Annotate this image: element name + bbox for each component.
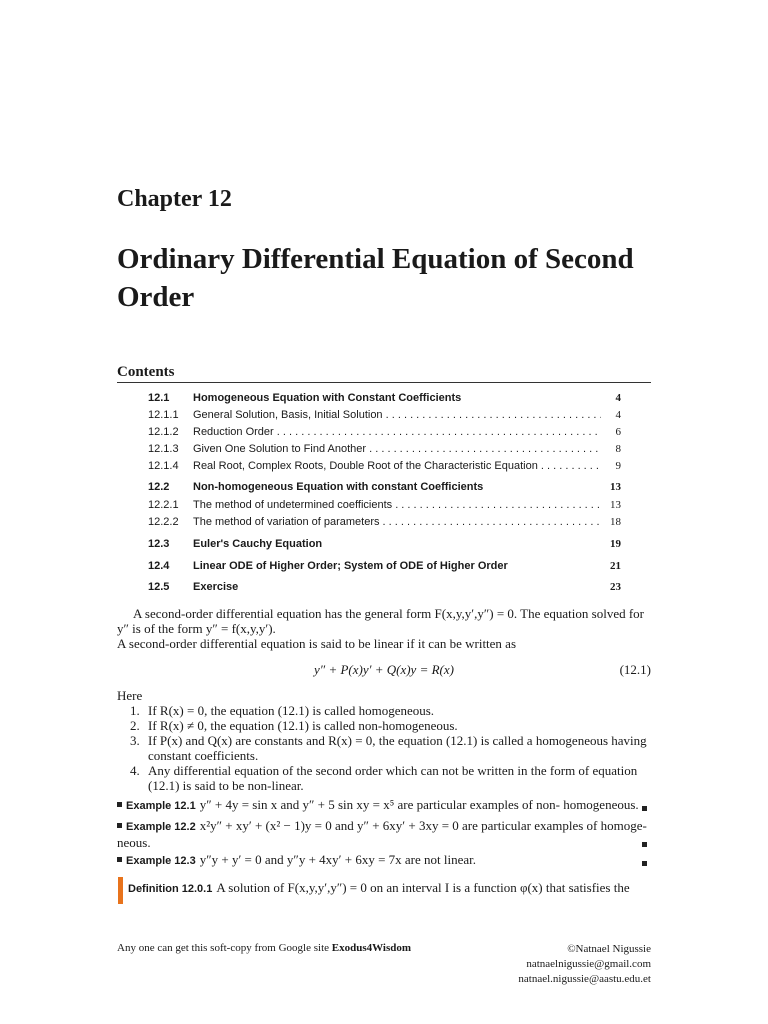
toc-entry[interactable] bbox=[148, 579, 621, 595]
toc-entry-title: Euler's Cauchy Equation bbox=[193, 538, 323, 550]
toc-entry-number: 12.2.1 bbox=[148, 499, 179, 511]
toc-entry-number: 12.5 bbox=[148, 581, 170, 593]
toc-entry-page: 9 bbox=[615, 460, 621, 472]
footer-left bbox=[117, 942, 411, 954]
toc-entry[interactable] bbox=[148, 536, 621, 552]
toc-entry-number: 12.1.1 bbox=[148, 409, 179, 421]
toc-entry-number: 12.1.4 bbox=[148, 460, 179, 472]
square-bullet-icon bbox=[117, 857, 122, 862]
toc-entry[interactable] bbox=[148, 390, 621, 406]
toc-entry-title: The method of undetermined coefficients . . . bbox=[193, 497, 601, 513]
toc-entry[interactable] bbox=[148, 424, 621, 440]
definition-text: A solution of F(x,y,y′,y″) = 0 on an interval I is a function φ(x) that satisfies the bbox=[216, 880, 630, 895]
toc-entry-number: 12.2.2 bbox=[148, 516, 179, 528]
list-item bbox=[130, 733, 651, 763]
end-mark-icon bbox=[642, 842, 647, 847]
list-item-text: If R(x) ≠ 0, the equation (12.1) is called non-homogeneous. bbox=[148, 718, 458, 733]
toc-entry-title: Real Root, Complex Roots, Double Root of the Characteristic Equation . . . bbox=[193, 458, 601, 474]
toc-entry-title: Linear ODE of Higher Order; System of ODE of Higher Order bbox=[193, 560, 508, 572]
toc-entry[interactable] bbox=[148, 479, 621, 495]
example-text: x²y″ + xy′ + (x² − 1)y = 0 and y″ + 6xy′ + 3xy = 0 are particular examples of homoge- neous. bbox=[117, 818, 647, 850]
example-text: y″ + 4y = sin x and y″ + 5 sin xy = x⁵ are particular examples of non- homogeneous. bbox=[199, 797, 639, 812]
example-label: Example 12.2 bbox=[126, 821, 196, 833]
toc-entry-page: 13 bbox=[610, 481, 621, 493]
here-label: Here bbox=[117, 688, 143, 703]
toc-entry[interactable] bbox=[148, 407, 621, 423]
example-text: y″y + y′ = 0 and y″y + 4xy′ + 6xy = 7x are not linear. bbox=[199, 852, 477, 867]
toc-entry[interactable] bbox=[148, 497, 621, 513]
toc-entry-page: 4 bbox=[615, 392, 621, 404]
intro-linear-sentence: A second-order differential equation is said to be linear if it can be written as bbox=[117, 636, 517, 651]
toc-entry[interactable] bbox=[148, 458, 621, 474]
example-12-1 bbox=[117, 797, 651, 814]
equation-number: (12.1) bbox=[619, 662, 651, 677]
list-number: 2. bbox=[130, 718, 140, 733]
intro-paragraph: A second-order differential equation has the general form F(x,y,y′,y″) = 0. The equation solved for y″ is of the form y″ = f(x,y,y′). bbox=[117, 606, 645, 636]
toc-entry-title: The method of variation of parameters . . . bbox=[193, 514, 601, 530]
list-item bbox=[130, 718, 651, 733]
contents-rule bbox=[117, 382, 651, 383]
toc-entry-title: Given One Solution to Find Another . . . bbox=[193, 441, 601, 457]
footer-right bbox=[518, 942, 651, 987]
toc-entry-title: Non-homogeneous Equation with constant Coefficients bbox=[193, 481, 484, 493]
example-label: Example 12.1 bbox=[126, 800, 196, 812]
toc-entry-number: 12.1.3 bbox=[148, 443, 179, 455]
toc-entry[interactable] bbox=[148, 514, 621, 530]
example-label: Example 12.3 bbox=[126, 855, 196, 867]
list-number: 1. bbox=[130, 703, 140, 718]
toc-entry-page: 23 bbox=[610, 581, 621, 593]
example-12-3 bbox=[117, 852, 651, 869]
toc-entry-title: Exercise bbox=[193, 581, 239, 593]
toc-entry[interactable] bbox=[148, 441, 621, 457]
toc-entry-number: 12.3 bbox=[148, 538, 170, 550]
toc-entry-number: 12.4 bbox=[148, 560, 170, 572]
toc-entry[interactable] bbox=[148, 558, 621, 574]
toc-entry-page: 19 bbox=[610, 538, 621, 550]
contents-heading: Contents bbox=[117, 364, 175, 380]
toc-entry-page: 13 bbox=[610, 499, 621, 511]
list-number: 4. bbox=[130, 763, 140, 778]
toc-entry-page: 18 bbox=[610, 516, 621, 528]
list-item bbox=[130, 763, 651, 793]
footer-site-name: Exodus4Wisdom bbox=[331, 942, 412, 954]
toc-entry-title: Reduction Order . . . bbox=[193, 424, 601, 440]
toc-entry-number: 12.1 bbox=[148, 392, 170, 404]
list-item-text: If P(x) and Q(x) are constants and R(x) = 0, the equation (12.1) is called a homogeneous having constant coefficients. bbox=[148, 733, 647, 763]
square-bullet-icon bbox=[117, 802, 122, 807]
toc-entry-title: Homogeneous Equation with Constant Coefficients bbox=[193, 392, 462, 404]
definition-accent-bar bbox=[118, 877, 123, 904]
example-12-2 bbox=[117, 818, 651, 850]
equation-body: y″ + P(x)y′ + Q(x)y = R(x) bbox=[314, 662, 454, 677]
footer-left-text: Any one can get this soft-copy from Google site bbox=[117, 942, 332, 954]
end-mark-icon bbox=[642, 806, 647, 811]
toc-entry-page: 4 bbox=[615, 409, 621, 421]
footer-email-aastu: natnael.nigussie@aastu.edu.et bbox=[518, 973, 651, 985]
footer-copyright: ©Natnael Nigussie bbox=[567, 943, 651, 955]
toc-entry-number: 12.2 bbox=[148, 481, 170, 493]
toc-entry-page: 6 bbox=[615, 426, 621, 438]
square-bullet-icon bbox=[117, 823, 122, 828]
list-item-text: If R(x) = 0, the equation (12.1) is called homogeneous. bbox=[148, 703, 435, 718]
definition-label: Definition 12.0.1 bbox=[128, 883, 213, 895]
chapter-label: Chapter 12 bbox=[117, 186, 232, 212]
toc-entry-page: 21 bbox=[610, 560, 621, 572]
toc-entry-title: General Solution, Basis, Initial Solution . . . bbox=[193, 407, 601, 423]
chapter-title: Ordinary Differential Equation of Second Order bbox=[117, 243, 634, 313]
list-number: 3. bbox=[130, 733, 140, 748]
equation-12-1 bbox=[117, 662, 651, 678]
toc-entry-page: 8 bbox=[615, 443, 621, 455]
end-mark-icon bbox=[642, 861, 647, 866]
footer-email-gmail: natnaelnigussie@gmail.com bbox=[526, 958, 651, 970]
definition-12-0-1 bbox=[128, 880, 651, 897]
toc-entry-number: 12.1.2 bbox=[148, 426, 179, 438]
list-item-text: Any differential equation of the second order which can not be written in the form of equation (12.1) is said to be non-linear. bbox=[148, 763, 638, 793]
list-item bbox=[130, 703, 651, 718]
